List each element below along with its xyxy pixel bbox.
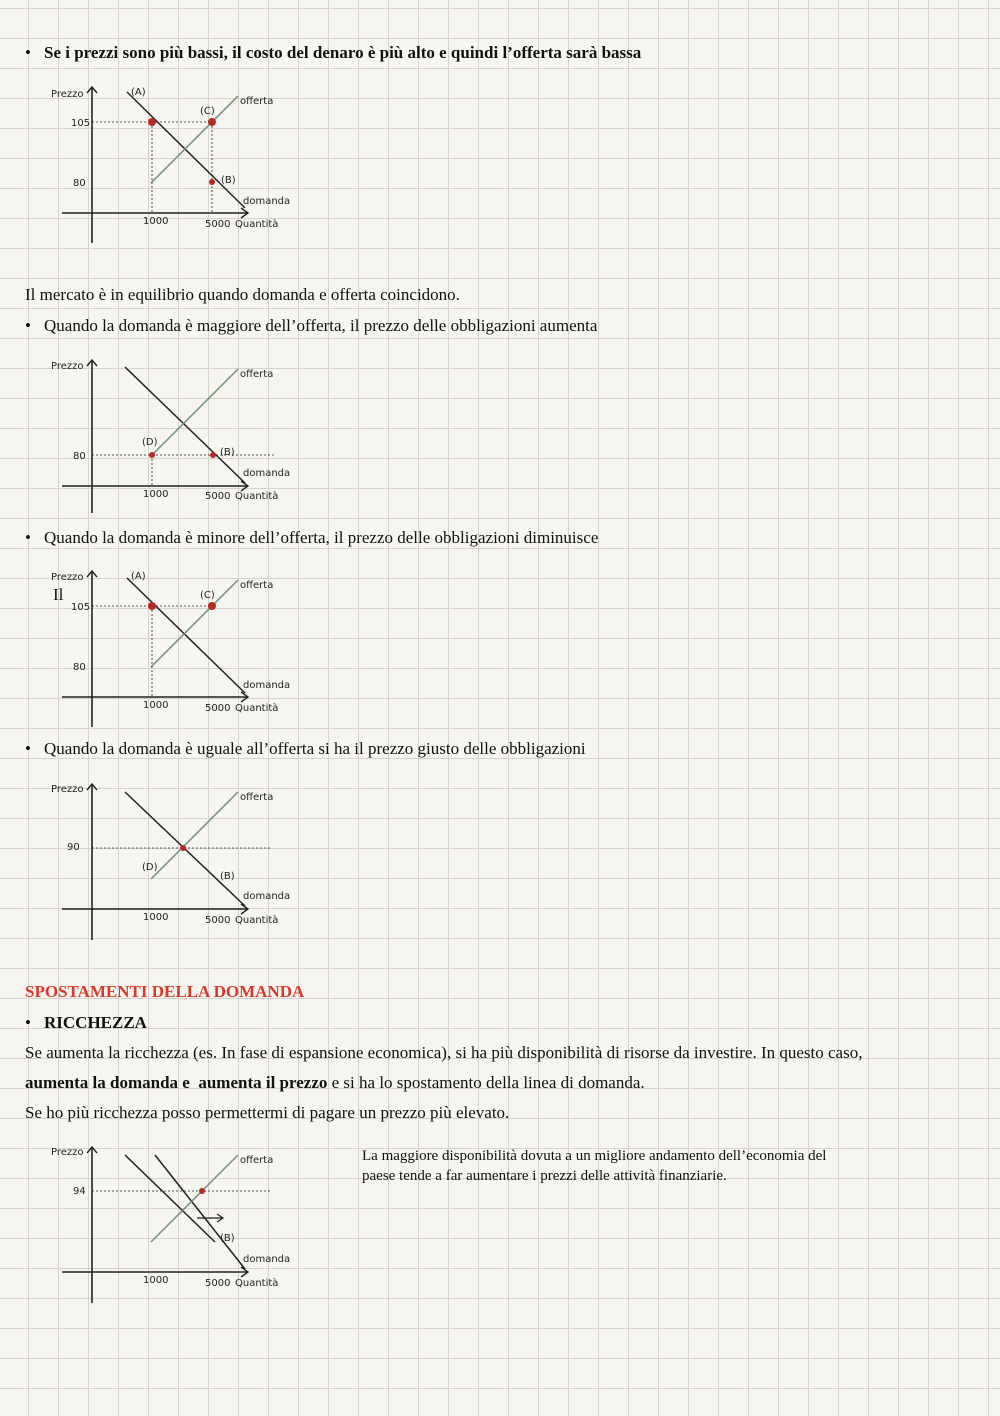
graph-label: Quantità: [235, 1278, 279, 1289]
demand-line: [127, 578, 245, 693]
demand-line: [127, 92, 245, 208]
graph-label: (B): [220, 447, 235, 458]
graph-label: Quantità: [235, 915, 279, 926]
point-b: [209, 179, 215, 185]
bullet-dot: •: [25, 739, 31, 758]
offer-line: [151, 1155, 238, 1242]
graph-label: 5000: [205, 491, 231, 502]
stray-text: Il: [53, 585, 64, 604]
bullet-dot: •: [25, 316, 31, 335]
graph-label: Quantità: [235, 491, 279, 502]
supply-demand-graph-3: [45, 565, 305, 730]
graph-label: offerta: [240, 1155, 274, 1166]
graph-label: 1000: [143, 216, 169, 227]
bullet-dot: •: [25, 1013, 31, 1032]
point-c: [208, 118, 216, 126]
offer-line: [151, 580, 238, 667]
equilibrium-text: Il mercato è in equilibrio quando domanda e offerta coincidono.: [25, 285, 460, 304]
side-note: La maggiore disponibilità dovuta a un migliore andamento dell’economia del paese tende a far aumentare i prezzi delle attività finanziarie.: [362, 1148, 827, 1184]
supply-demand-graph-5: [45, 1141, 305, 1306]
ricchezza-bullet: RICCHEZZA: [44, 1013, 147, 1032]
graph-label: 80: [73, 662, 86, 673]
graph-label: domanda: [243, 196, 291, 207]
graph-label: domanda: [243, 1254, 291, 1265]
graph-label: domanda: [243, 680, 291, 691]
graph-label: 90: [67, 842, 80, 853]
supply-demand-graph-1: [45, 80, 305, 250]
graph-label: 5000: [205, 915, 231, 926]
graph-label: 5000: [205, 703, 231, 714]
graph-label: (B): [220, 871, 235, 882]
graph-label: (A): [131, 571, 146, 582]
bullet-dot: •: [25, 43, 31, 62]
graph-label: 1000: [143, 700, 169, 711]
graph-label: (A): [131, 87, 146, 98]
graph-label: 94: [73, 1186, 86, 1197]
graph-label: 1000: [143, 1275, 169, 1286]
section3-heading: Quando la domanda è minore dell’offerta, il prezzo delle obbligazioni diminuisce: [44, 528, 599, 547]
bold-phrase: aumenta la domanda e: [25, 1073, 190, 1092]
graph-label: (D): [142, 862, 158, 873]
graph-label: Prezzo: [51, 1147, 84, 1158]
graph-label: offerta: [240, 96, 274, 107]
supply-demand-graph-4: [45, 778, 305, 943]
graph-label: (B): [220, 1233, 235, 1244]
section1-heading: Se i prezzi sono più bassi, il costo del denaro è più alto e quindi l’offerta sarà bassa: [44, 43, 642, 62]
graph-label: offerta: [240, 792, 274, 803]
graph-label: Prezzo: [51, 361, 84, 372]
paragraph-rest: e si ha lo spostamento della linea di domanda.: [327, 1073, 645, 1092]
section2-heading: Quando la domanda è maggiore dell’offerta, il prezzo delle obbligazioni aumenta: [44, 316, 598, 335]
shifts-paragraph-3: Se ho più ricchezza posso permettermi di pagare un prezzo più elevato.: [25, 1103, 510, 1122]
supply-demand-graph-2: [45, 355, 305, 515]
graph-label: Prezzo: [51, 572, 84, 583]
point-a: [148, 118, 156, 126]
bullet-dot: •: [25, 528, 31, 547]
graph-label: (D): [142, 437, 158, 448]
graph-label: offerta: [240, 580, 274, 591]
demand-line-old: [125, 1155, 215, 1242]
graph-label: 80: [73, 178, 86, 189]
graph-label: 5000: [205, 1278, 231, 1289]
point-c: [208, 602, 216, 610]
graph-label: 1000: [143, 489, 169, 500]
demand-line: [125, 367, 245, 483]
graph-label: 1000: [143, 912, 169, 923]
graph-label: 80: [73, 451, 86, 462]
graph-label: 5000: [205, 219, 231, 230]
offer-line: [151, 792, 238, 879]
graph-label: 105: [71, 602, 91, 613]
graph-label: (C): [200, 106, 215, 117]
graph-label: (B): [221, 175, 236, 186]
section4-heading: Quando la domanda è uguale all’offerta si ha il prezzo giusto delle obbligazioni: [44, 739, 586, 758]
shifts-title: SPOSTAMENTI DELLA DOMANDA: [25, 982, 305, 1001]
graph-label: (C): [200, 590, 215, 601]
graph-label: domanda: [243, 891, 291, 902]
point-b: [210, 452, 216, 458]
graph-label: Prezzo: [51, 784, 84, 795]
graph-label: Prezzo: [51, 89, 84, 100]
shifts-paragraph-1: Se aumenta la ricchezza (es. In fase di espansione economica), si ha più disponibilità di risorse da investire. In questo caso,: [25, 1043, 863, 1062]
graph-label: Quantità: [235, 219, 279, 230]
bold-phrase: aumenta il prezzo: [198, 1073, 328, 1092]
graph-label: domanda: [243, 468, 291, 479]
shifts-paragraph-2: [25, 1073, 645, 1093]
graph-label: 105: [71, 118, 91, 129]
graph-label: Quantità: [235, 703, 279, 714]
new-equilibrium-point: [199, 1188, 205, 1194]
equilibrium-point: [180, 845, 186, 851]
point-d: [149, 452, 155, 458]
offer-line: [151, 96, 238, 183]
offer-line: [151, 369, 238, 456]
graph-label: offerta: [240, 369, 274, 380]
demand-line-shifted: [155, 1155, 245, 1269]
point-a: [148, 602, 156, 610]
